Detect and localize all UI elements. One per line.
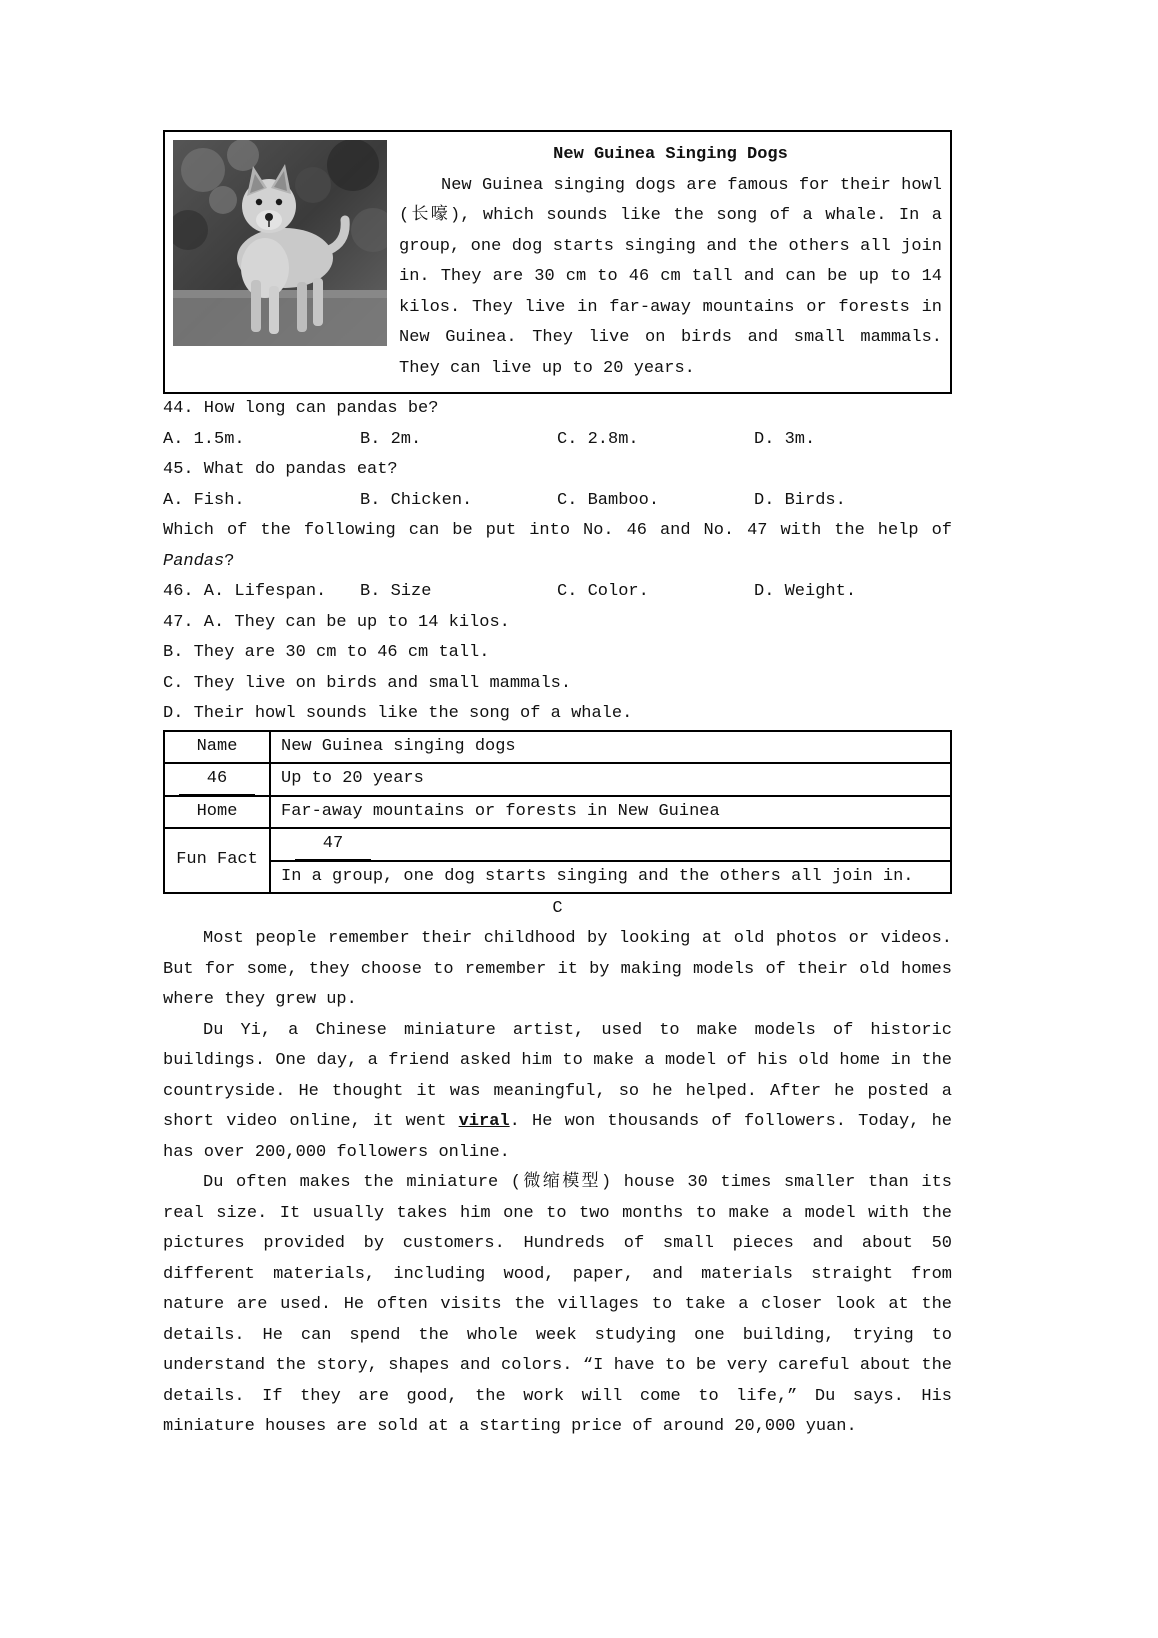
question-45-options — [163, 486, 952, 517]
q47-option-d: D. Their howl sounds like the song of a whale. — [163, 704, 633, 723]
table-label-name: Name — [164, 731, 270, 763]
question-46-options — [163, 577, 952, 608]
dog-photo — [173, 140, 387, 346]
section-c-paragraph-2 — [163, 1016, 952, 1169]
blank-46: 46 — [179, 764, 255, 795]
table-value-blank-47 — [270, 828, 951, 861]
passage-title: New Guinea Singing Dogs — [553, 145, 788, 164]
pandas-italic-word: Pandas — [163, 551, 225, 571]
table-row — [164, 828, 951, 861]
blank-47: 47 — [295, 829, 371, 860]
table-value-home: Far-away mountains or forests in New Guinea — [270, 796, 951, 828]
question-45-stem: 45. What do pandas eat? — [163, 460, 398, 479]
table-row — [164, 861, 951, 893]
viral-highlighted-word: viral — [458, 1112, 510, 1131]
q45-option-b: B. Chicken. — [360, 490, 473, 510]
table-value-lifespan: Up to 20 years — [270, 763, 951, 796]
table-row — [164, 731, 951, 763]
q46-option-b: B. Size — [360, 582, 432, 601]
section-c-paragraph-1: Most people remember their childhood by looking at old photos or videos. But for some, they choose to remember it by making models of their old homes where they grew up. — [163, 929, 952, 1009]
table-row — [164, 763, 951, 796]
table-label-home: Home — [164, 796, 270, 828]
q45-option-d: D. Birds. — [754, 490, 846, 510]
q46-option-d: D. Weight. — [754, 582, 857, 601]
q44-option-c: C. 2.8m. — [557, 429, 639, 449]
q44-option-a: A. 1.5m. — [163, 429, 245, 449]
q44-option-d: D. 3m. — [754, 429, 816, 449]
table-value-name: New Guinea singing dogs — [270, 731, 951, 763]
q44-option-b: B. 2m. — [360, 429, 422, 449]
question-44-options — [163, 425, 952, 456]
q47-option-c: C. They live on birds and small mammals. — [163, 673, 572, 693]
summary-table — [163, 730, 952, 894]
table-label-funfact: Fun Fact — [164, 828, 270, 893]
section-c-heading: C — [552, 898, 563, 918]
para2-text-before: Du Yi, a Chinese miniature artist, used to make models of historic buildings. One day, a friend asked him to make a model of his old home in the countryside. He thought it was meaningful, so he helped. After he posted a short video online, it went — [163, 1020, 952, 1131]
reading-passage-box — [163, 130, 952, 394]
q45-option-a: A. Fish. — [163, 490, 245, 510]
bridge-instruction-line: Which of the following can be put into No. 46 and No. 47 with the help of — [163, 521, 952, 540]
table-row — [164, 796, 951, 828]
q46-option-c: C. Color. — [557, 582, 649, 601]
passage-body: New Guinea singing dogs are famous for their howl (长嚎), which sounds like the song of a whale. In a group, one dog starts singing and the others all join in. They are 30 cm to 46 cm tall and can be up to 14 kilos. They live in far-away mountains or forests in New Guinea. They live on birds and small mammals. They can live up to 20 years. — [399, 175, 942, 378]
q45-option-c: C. Bamboo. — [557, 490, 660, 510]
q47-option-a: 47. A. They can be up to 14 kilos. — [163, 612, 510, 632]
bridge-question-mark: ? — [224, 551, 235, 571]
q46-option-a: 46. A. Lifespan. — [163, 582, 327, 601]
passage-text — [399, 140, 942, 384]
dog-photo-illustration — [173, 140, 387, 346]
content-column — [163, 130, 952, 1443]
section-c-paragraph-3: Du often makes the miniature (微缩模型) house 30 times smaller than its real size. It usually takes him one to two months to make a model with the pictures provided by customers. Hundreds of small pieces and about 50 different materials, including wood, paper, and materials straight from nature are used. He often visits the villages to take a closer look at the details. He can spend the whole week studying one building, trying to understand the story, shapes and colors. “I have to be very careful about the details. If they are good, the work will come to life,” Du says. His miniature houses are sold at a starting price of around 20,000 yuan. — [163, 1173, 952, 1436]
table-value-funfact: In a group, one dog starts singing and the others all join in. — [270, 861, 951, 893]
bridge-instruction-line2 — [163, 547, 952, 578]
table-label-blank-46 — [164, 763, 270, 796]
para2-text-after: . He won thousands of followers. Today, he has over 200,000 followers online. — [163, 1112, 952, 1162]
q47-option-b: B. They are 30 cm to 46 cm tall. — [163, 643, 490, 662]
question-44-stem: 44. How long can pandas be? — [163, 399, 439, 418]
